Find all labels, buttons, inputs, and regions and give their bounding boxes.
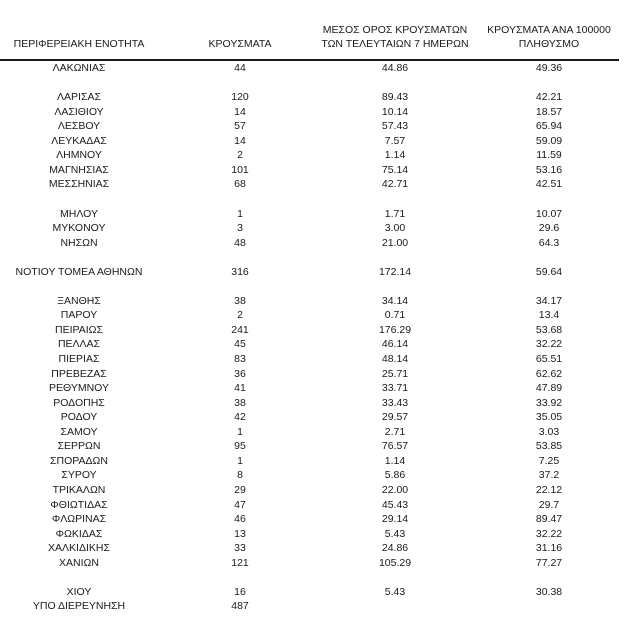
- table-row: [0, 352, 624, 366]
- region-name: ΧΑΝΙΩΝ: [59, 556, 99, 569]
- cases-per-100k-value: 29.6: [538, 222, 560, 235]
- cases-per-100k-value: 65.94: [535, 120, 563, 133]
- table-row: [0, 367, 624, 381]
- region-name: ΛΕΥΚΑΔΑΣ: [51, 134, 107, 147]
- region-name: ΛΕΣΒΟΥ: [57, 120, 101, 133]
- table-row: [0, 483, 624, 497]
- region-name: ΥΠΟ ΔΙΕΡΕΥΝΗΣΗ: [32, 600, 126, 613]
- cases-value: 14: [234, 134, 246, 147]
- cases-value: 1: [237, 207, 243, 220]
- table-row: [0, 468, 624, 482]
- cases-value: 36: [234, 367, 246, 380]
- cases-per-100k-value: 59.64: [535, 265, 563, 278]
- cases-per-100k-value: 62.62: [535, 367, 563, 380]
- cases-per-100k-value: 33.92: [535, 396, 563, 409]
- 7day-average-value: 25.71: [381, 367, 409, 380]
- table-row: [0, 556, 624, 570]
- column-header-cases-per-100k: [474, 23, 624, 51]
- cases-value: 95: [234, 440, 246, 453]
- 7day-average-value: 45.43: [381, 498, 409, 511]
- 7day-average-value: 22.00: [381, 483, 409, 496]
- 7day-average-value: 29.57: [381, 411, 409, 424]
- cases-per-100k-value: 22.12: [535, 483, 563, 496]
- 7day-average-value: 75.14: [381, 163, 409, 176]
- table-row: [0, 498, 624, 512]
- cases-per-100k-value: 31.16: [535, 542, 563, 555]
- region-name: ΡΟΔΟΠΗΣ: [53, 396, 105, 409]
- table-row: [0, 265, 624, 279]
- table-row: [0, 337, 624, 351]
- 7day-average-value: 3.00: [384, 222, 406, 235]
- 7day-average-value: 33.71: [381, 382, 409, 395]
- 7day-average-value: 7.57: [384, 134, 406, 147]
- region-name: ΜΥΚΟΝΟΥ: [52, 222, 106, 235]
- region-name: ΡΕΘΥΜΝΟΥ: [48, 382, 109, 395]
- cases-per-100k-value: 11.59: [536, 149, 562, 162]
- table-row: [0, 527, 624, 541]
- 7day-average-value: 5.43: [384, 585, 406, 598]
- cases-per-100k-value: 89.47: [535, 513, 563, 526]
- table-row: [0, 177, 624, 191]
- table-row: [0, 585, 624, 599]
- cases-value: 241: [231, 323, 249, 336]
- 7day-average-value: 5.43: [384, 527, 406, 540]
- table-row: [0, 119, 624, 133]
- table-row: [0, 61, 624, 75]
- cases-value: 13: [234, 527, 246, 540]
- table-row: [0, 308, 624, 322]
- cases-value: 121: [231, 556, 249, 569]
- cases-value: 316: [231, 265, 249, 278]
- cases-per-100k-value: 59.09: [535, 134, 563, 147]
- cases-per-100k-value: 18.57: [535, 105, 563, 118]
- region-name: ΧΑΛΚΙΔΙΚΗΣ: [48, 542, 110, 555]
- cases-value: 48: [234, 236, 246, 249]
- cases-value: 2: [237, 309, 243, 322]
- 7day-average-value: 46.14: [381, 338, 409, 351]
- cases-value: 8: [237, 469, 243, 482]
- cases-value: 68: [234, 178, 246, 191]
- 7day-average-value: 1.71: [384, 207, 406, 220]
- cases-value: 57: [234, 120, 246, 133]
- column-header-7day-average: [316, 23, 474, 51]
- cases-value: 47: [234, 498, 246, 511]
- table-row: [0, 105, 624, 119]
- region-name: ΦΩΚΙΔΑΣ: [55, 527, 103, 540]
- region-name: ΜΗΛΟΥ: [60, 207, 98, 220]
- 7day-average-value: 176.29: [378, 323, 412, 336]
- cases-per-100k-value: 42.21: [535, 91, 563, 104]
- 7day-average-value: 57.43: [381, 120, 409, 133]
- 7day-average-value: 5.86: [384, 469, 406, 482]
- table-row: [0, 221, 624, 235]
- cases-per-100k-value: 53.16: [535, 163, 563, 176]
- 7day-average-value: 76.57: [381, 440, 409, 453]
- region-name: ΝΗΣΩΝ: [60, 236, 98, 249]
- cases-per-100k-value: 34.17: [535, 294, 563, 307]
- 7day-average-value: 2.71: [384, 425, 406, 438]
- 7day-average-value: 29.14: [381, 513, 409, 526]
- table-row: [0, 439, 624, 453]
- 7day-average-value: 1.14: [384, 454, 406, 467]
- region-name: ΠΑΡΟΥ: [60, 309, 98, 322]
- cases-per-100k-value: 77.27: [535, 556, 563, 569]
- 7day-average-value: 42.71: [381, 178, 409, 191]
- 7day-average-value: 10.14: [381, 105, 409, 118]
- table-row: [0, 163, 624, 177]
- column-header-cases-per-100k-line2: ΠΛΗΘΥΣΜΟ: [518, 38, 580, 50]
- cases-per-100k-value: 3.03: [538, 425, 560, 438]
- cases-value: 3: [237, 222, 243, 235]
- cases-per-100k-value: 49.36: [535, 62, 563, 74]
- table-row: [0, 396, 624, 410]
- region-name: ΛΗΜΝΟΥ: [56, 149, 102, 162]
- region-name: ΠΡΕΒΕΖΑΣ: [51, 367, 107, 380]
- region-name: ΛΑΣΙΘΙΟΥ: [54, 105, 104, 118]
- cases-per-100k-value: 13.4: [538, 309, 560, 322]
- column-header-cases-per-100k-line1: ΚΡΟΥΣΜΑΤΑ ΑΝΑ 100000: [487, 24, 611, 36]
- 7day-average-value: 48.14: [381, 353, 409, 365]
- region-name: ΣΑΜΟΥ: [60, 425, 98, 438]
- table-row: [0, 294, 624, 308]
- 7day-average-value: 24.86: [381, 542, 409, 555]
- cases-value: 42: [234, 411, 246, 424]
- 7day-average-value: 105.29: [378, 556, 412, 569]
- region-name: ΤΡΙΚΑΛΩΝ: [52, 483, 106, 496]
- cases-per-100k-value: 53.85: [535, 440, 563, 453]
- cases-per-100k-value: 37.2: [538, 469, 560, 482]
- cases-value: 2: [237, 149, 243, 162]
- region-name: ΝΟΤΙΟΥ ΤΟΜΕΑ ΑΘΗΝΩΝ: [15, 265, 143, 278]
- table-row: [0, 236, 624, 250]
- cases-value: 487: [231, 600, 249, 613]
- cases-value: 83: [234, 353, 246, 365]
- region-name: ΠΕΙΡΑΙΩΣ: [55, 323, 103, 336]
- region-name: ΧΙΟΥ: [66, 585, 92, 598]
- cases-per-100k-value: 64.3: [538, 236, 560, 249]
- table-row: [0, 410, 624, 424]
- table-row: [0, 454, 624, 468]
- cases-per-100k-value: 47.89: [535, 382, 563, 395]
- region-name: ΦΛΩΡΙΝΑΣ: [51, 513, 107, 526]
- cases-value: 46: [234, 513, 246, 526]
- table-row: [0, 90, 624, 104]
- cases-value: 33: [234, 542, 246, 555]
- column-header-7day-average-line2: ΤΩΝ ΤΕΛΕΥΤΑΙΩΝ 7 ΗΜΕΡΩΝ: [321, 38, 469, 50]
- region-name: ΛΑΚΩΝΙΑΣ: [52, 62, 106, 74]
- cases-value: 38: [234, 294, 246, 307]
- 7day-average-value: 0.71: [384, 309, 406, 322]
- cases-per-100k-value: 53.68: [535, 323, 563, 336]
- table-row: [0, 323, 624, 337]
- 7day-average-value: 33.43: [381, 396, 409, 409]
- cases-per-100k-value: 35.05: [535, 411, 563, 424]
- cases-value: 44: [234, 62, 246, 74]
- region-name: ΛΑΡΙΣΑΣ: [57, 91, 101, 104]
- table-row: [0, 134, 624, 148]
- 7day-average-value: 21.00: [381, 236, 409, 249]
- column-header-7day-average-line1: ΜΕΣΟΣ ΟΡΟΣ ΚΡΟΥΣΜΑΤΩΝ: [322, 24, 468, 36]
- cases-per-100k-value: 10.07: [535, 207, 563, 220]
- region-name: ΞΑΝΘΗΣ: [57, 294, 101, 307]
- 7day-average-value: 34.14: [381, 294, 409, 307]
- cases-value: 41: [234, 382, 246, 395]
- 7day-average-value: 172.14: [378, 265, 412, 278]
- region-name: ΣΕΡΡΩΝ: [57, 440, 101, 453]
- column-header-cases: ΚΡΟΥΣΜΑΤΑ: [208, 38, 272, 50]
- table-row: [0, 599, 624, 613]
- cases-per-100k-value: 7.25: [538, 454, 560, 467]
- cases-value: 120: [231, 91, 249, 104]
- region-name: ΠΕΛΛΑΣ: [57, 338, 101, 351]
- table-row: [0, 512, 624, 526]
- region-name: ΡΟΔΟΥ: [60, 411, 98, 424]
- cases-per-100k-value: 32.22: [535, 527, 563, 540]
- table-row: [0, 148, 624, 162]
- table-row: [0, 207, 624, 221]
- cases-value: 1: [237, 425, 243, 438]
- region-name: ΣΠΟΡΑΔΩΝ: [50, 454, 108, 467]
- cases-per-100k-value: 32.22: [535, 338, 563, 351]
- 7day-average-value: 44.86: [381, 62, 409, 74]
- table-row: [0, 425, 624, 439]
- region-name: ΠΙΕΡΙΑΣ: [58, 353, 100, 365]
- region-name: ΜΑΓΝΗΣΙΑΣ: [49, 163, 109, 176]
- cases-value: 45: [234, 338, 246, 351]
- cases-per-100k-value: 29.7: [538, 498, 560, 511]
- table-row: [0, 381, 624, 395]
- region-name: ΦΘΙΩΤΙΔΑΣ: [50, 498, 108, 511]
- region-name: ΣΥΡΟΥ: [61, 469, 97, 482]
- cases-per-100k-value: 65.51: [535, 353, 563, 365]
- cases-value: 38: [234, 396, 246, 409]
- column-header-region: ΠΕΡΙΦΕΡΕΙΑΚΗ ΕΝΟΤΗΤΑ: [13, 38, 145, 50]
- table-row: [0, 541, 624, 555]
- cases-value: 16: [234, 585, 246, 598]
- cases-value: 14: [234, 105, 246, 118]
- 7day-average-value: 89.43: [381, 91, 409, 104]
- cases-value: 29: [234, 483, 246, 496]
- 7day-average-value: 1.14: [384, 149, 406, 162]
- cases-per-100k-value: 42.51: [535, 178, 563, 191]
- cases-value: 101: [231, 163, 249, 176]
- cases-value: 1: [237, 454, 243, 467]
- cases-per-100k-value: 30.38: [535, 585, 563, 598]
- region-name: ΜΕΣΣΗΝΙΑΣ: [48, 178, 110, 191]
